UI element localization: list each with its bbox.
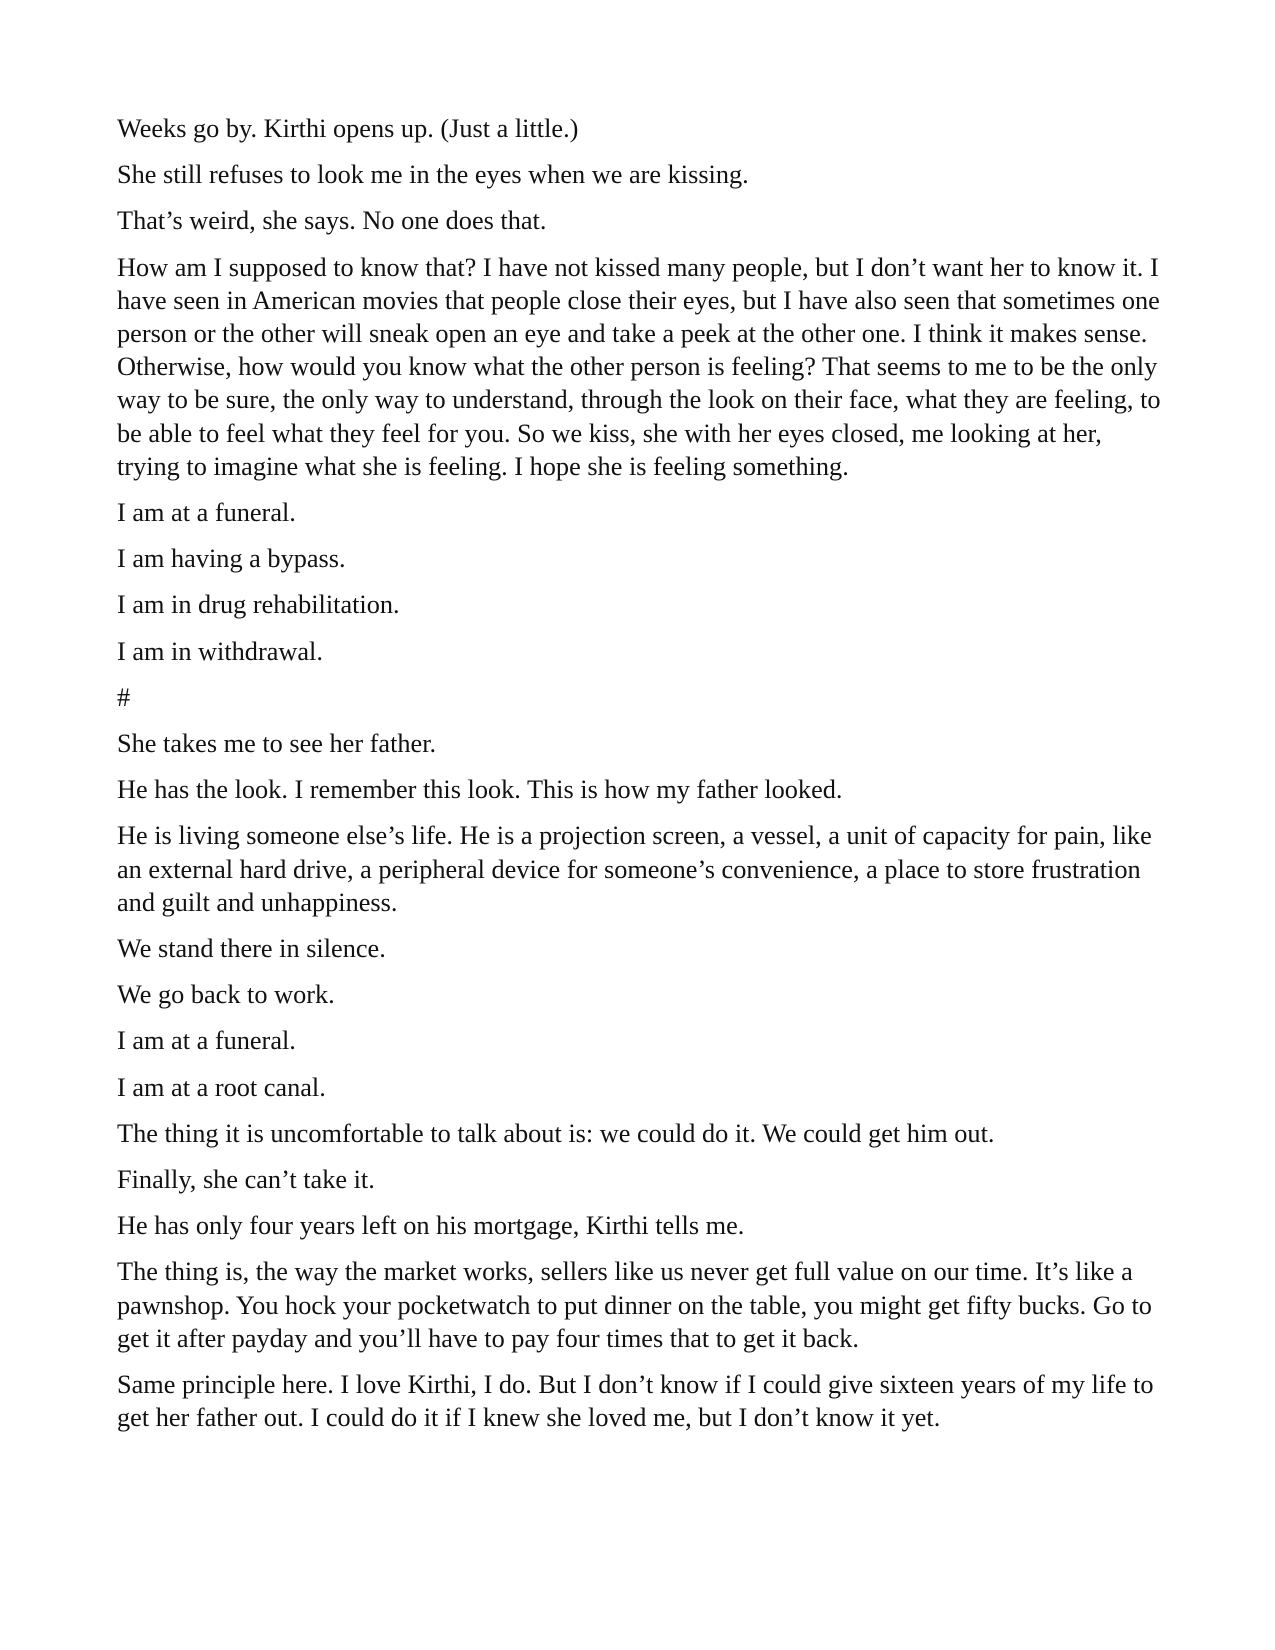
paragraph: She still refuses to look me in the eyes when we are kissing. (117, 160, 749, 190)
paragraph: We stand there in silence. (117, 934, 386, 964)
paragraph: Finally, she can’t take it. (117, 1165, 375, 1195)
section-break: # (117, 682, 131, 712)
paragraph: He is living someone else’s life. He is a projection screen, a vessel, a unit of capacity for pain, like an external hard drive, a peripheral device for someone’s convenience, a place to store frustration and guilt and unhappiness. (117, 821, 1152, 917)
paragraph: He has only four years left on his mortgage, Kirthi tells me. (117, 1211, 745, 1241)
paragraph: I am in withdrawal. (117, 636, 323, 666)
paragraph: We go back to work. (117, 980, 335, 1010)
paragraph: The thing is, the way the market works, sellers like us never get full value on our time. It’s like a pawnshop. You hock your pocketwatch to put dinner on the table, you might get fifty bucks. Go to get it after payday and you’ll have to pay four times that to get it back. (117, 1257, 1152, 1353)
document-page (117, 112, 1165, 1448)
paragraph: I am at a funeral. (117, 1026, 296, 1056)
paragraph: Weeks go by. Kirthi opens up. (Just a little.) (117, 114, 579, 143)
paragraph: I am having a bypass. (117, 544, 346, 574)
paragraph: He has the look. I remember this look. This is how my father looked. (117, 775, 843, 805)
paragraph: I am at a root canal. (117, 1072, 326, 1102)
paragraph: I am at a funeral. (117, 498, 296, 528)
paragraph: She takes me to see her father. (117, 729, 437, 759)
paragraph: I am in drug rehabilitation. (117, 590, 400, 620)
paragraph: Same principle here. I love Kirthi, I do. But I don’t know if I could give sixteen years of my life to get her father out. I could do it if I knew she loved me, but I don’t know it yet. (117, 1370, 1154, 1433)
paragraph: How am I supposed to know that? I have not kissed many people, but I don’t want her to know it. I have seen in American movies that people close their eyes, but I have also seen that sometimes one person or the other will sneak open an eye and take a peek at the other one. I think it makes sense. Otherwise, how would you know what the other person is feeling? That seems to me to be the only way to be sure, the only way to understand, through the look on their face, what they are feeling, to be able to feel what they feel for you. So we kiss, she with her eyes closed, me looking at her, trying to imagine what she is feeling. I hope she is feeling something. (117, 252, 1161, 481)
paragraph: The thing it is uncomfortable to talk about is: we could do it. We could get him out. (117, 1118, 995, 1148)
paragraph: That’s weird, she says. No one does that. (117, 206, 547, 236)
